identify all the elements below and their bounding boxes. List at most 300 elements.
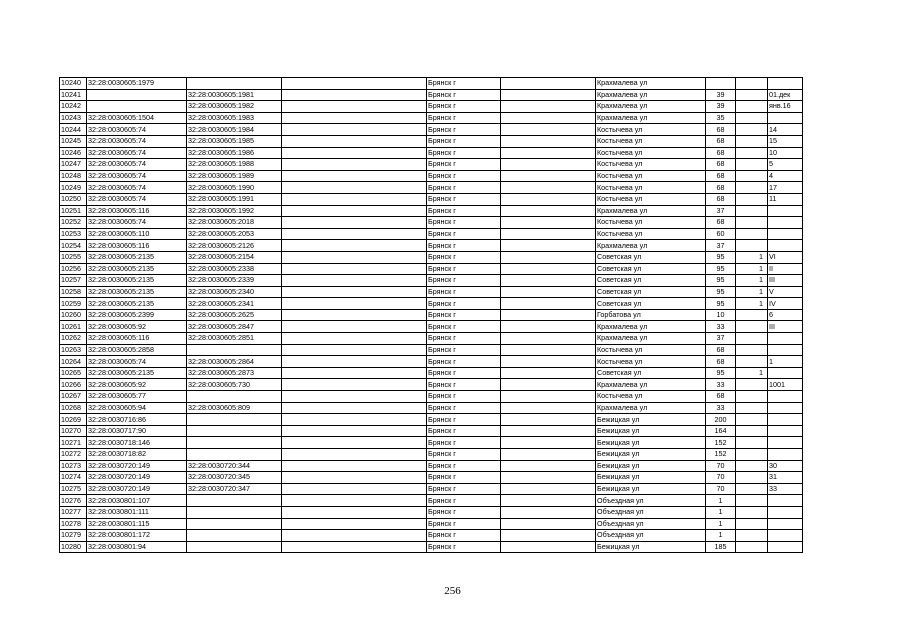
- cadastral-number-cell: 32:28:0030605:1984: [187, 124, 282, 136]
- row-id-cell: 10263: [60, 344, 87, 356]
- blank-cell: [282, 333, 427, 345]
- building-cell: [736, 124, 768, 136]
- blank-cell-2: [501, 367, 596, 379]
- row-id-cell: 10254: [60, 240, 87, 252]
- apartment-cell: [768, 449, 803, 461]
- cadastral-number-cell: 32:28:0030605:2625: [187, 309, 282, 321]
- row-id-cell: 10262: [60, 333, 87, 345]
- blank-cell-2: [501, 147, 596, 159]
- city-cell: Брянск г: [427, 356, 501, 368]
- apartment-cell: 11: [768, 193, 803, 205]
- apartment-cell: 30: [768, 460, 803, 472]
- apartment-cell: II: [768, 263, 803, 275]
- city-cell: Брянск г: [427, 321, 501, 333]
- table-row: [60, 182, 803, 194]
- parent-cadastral-number-cell: [87, 89, 187, 101]
- building-cell: [736, 228, 768, 240]
- blank-cell: [282, 518, 427, 530]
- building-cell: [736, 506, 768, 518]
- city-cell: Брянск г: [427, 541, 501, 553]
- row-id-cell: 10248: [60, 170, 87, 182]
- city-cell: Брянск г: [427, 391, 501, 403]
- city-cell: Брянск г: [427, 205, 501, 217]
- blank-cell: [282, 472, 427, 484]
- blank-cell: [282, 205, 427, 217]
- street-cell: Костычева ул: [596, 124, 706, 136]
- blank-cell-2: [501, 344, 596, 356]
- table-row: [60, 437, 803, 449]
- blank-cell: [282, 182, 427, 194]
- blank-cell-2: [501, 298, 596, 310]
- city-cell: Брянск г: [427, 309, 501, 321]
- blank-cell-2: [501, 182, 596, 194]
- building-cell: 1: [736, 367, 768, 379]
- table-row: [60, 286, 803, 298]
- row-id-cell: 10250: [60, 193, 87, 205]
- parent-cadastral-number-cell: 32:28:0030605:116: [87, 333, 187, 345]
- blank-cell: [282, 193, 427, 205]
- building-cell: [736, 89, 768, 101]
- street-cell: Советская ул: [596, 367, 706, 379]
- blank-cell: [282, 101, 427, 113]
- street-cell: Костычева ул: [596, 391, 706, 403]
- blank-cell-2: [501, 89, 596, 101]
- blank-cell: [282, 251, 427, 263]
- table-row: [60, 391, 803, 403]
- cadastral-number-cell: [187, 425, 282, 437]
- row-id-cell: 10249: [60, 182, 87, 194]
- parent-cadastral-number-cell: 32:28:0030605:2858: [87, 344, 187, 356]
- house-cell: 185: [706, 541, 736, 553]
- blank-cell: [282, 425, 427, 437]
- city-cell: Брянск г: [427, 193, 501, 205]
- blank-cell: [282, 449, 427, 461]
- cadastral-number-cell: 32:28:0030605:1990: [187, 182, 282, 194]
- row-id-cell: 10253: [60, 228, 87, 240]
- table-row: [60, 541, 803, 553]
- building-cell: [736, 240, 768, 252]
- apartment-cell: 6: [768, 309, 803, 321]
- row-id-cell: 10240: [60, 78, 87, 90]
- parent-cadastral-number-cell: 32:28:0030801:115: [87, 518, 187, 530]
- cadastral-number-cell: 32:28:0030605:1988: [187, 159, 282, 171]
- row-id-cell: 10266: [60, 379, 87, 391]
- row-id-cell: 10246: [60, 147, 87, 159]
- city-cell: Брянск г: [427, 89, 501, 101]
- building-cell: [736, 437, 768, 449]
- row-id-cell: 10245: [60, 135, 87, 147]
- city-cell: Брянск г: [427, 449, 501, 461]
- blank-cell: [282, 530, 427, 542]
- table-row: [60, 251, 803, 263]
- table-row: [60, 298, 803, 310]
- apartment-cell: 1001: [768, 379, 803, 391]
- apartment-cell: [768, 228, 803, 240]
- street-cell: Костычева ул: [596, 147, 706, 159]
- table-row: [60, 147, 803, 159]
- cadastral-number-cell: 32:28:0030605:2154: [187, 251, 282, 263]
- blank-cell: [282, 402, 427, 414]
- table-row: [60, 483, 803, 495]
- table-row: [60, 159, 803, 171]
- street-cell: Бежицкая ул: [596, 437, 706, 449]
- cadastral-number-cell: [187, 391, 282, 403]
- city-cell: Брянск г: [427, 483, 501, 495]
- house-cell: [706, 78, 736, 90]
- apartment-cell: [768, 112, 803, 124]
- cadastral-number-cell: 32:28:0030720:347: [187, 483, 282, 495]
- apartment-cell: [768, 530, 803, 542]
- row-id-cell: 10278: [60, 518, 87, 530]
- table-row: [60, 344, 803, 356]
- row-id-cell: 10279: [60, 530, 87, 542]
- cadastral-number-cell: 32:28:0030605:2338: [187, 263, 282, 275]
- apartment-cell: 10: [768, 147, 803, 159]
- blank-cell-2: [501, 228, 596, 240]
- city-cell: Брянск г: [427, 263, 501, 275]
- row-id-cell: 10269: [60, 414, 87, 426]
- parent-cadastral-number-cell: 32:28:0030605:2135: [87, 275, 187, 287]
- city-cell: Брянск г: [427, 78, 501, 90]
- table-row: [60, 495, 803, 507]
- street-cell: Бежицкая ул: [596, 414, 706, 426]
- street-cell: Крахмалева ул: [596, 112, 706, 124]
- cadastral-number-cell: 32:28:0030605:1981: [187, 89, 282, 101]
- apartment-cell: 17: [768, 182, 803, 194]
- cadastral-number-cell: 32:28:0030605:1989: [187, 170, 282, 182]
- house-cell: 68: [706, 217, 736, 229]
- house-cell: 95: [706, 298, 736, 310]
- data-table: [59, 77, 803, 553]
- cadastral-number-cell: 32:28:0030720:345: [187, 472, 282, 484]
- cadastral-number-cell: 32:28:0030605:730: [187, 379, 282, 391]
- row-id-cell: 10251: [60, 205, 87, 217]
- row-id-cell: 10275: [60, 483, 87, 495]
- street-cell: Бежицкая ул: [596, 425, 706, 437]
- building-cell: [736, 193, 768, 205]
- blank-cell: [282, 298, 427, 310]
- row-id-cell: 10257: [60, 275, 87, 287]
- building-cell: [736, 483, 768, 495]
- parent-cadastral-number-cell: 32:28:0030718:82: [87, 449, 187, 461]
- building-cell: [736, 425, 768, 437]
- building-cell: [736, 391, 768, 403]
- table-body: [60, 78, 803, 553]
- street-cell: Советская ул: [596, 298, 706, 310]
- parent-cadastral-number-cell: 32:28:0030605:74: [87, 159, 187, 171]
- city-cell: Брянск г: [427, 495, 501, 507]
- blank-cell: [282, 135, 427, 147]
- parent-cadastral-number-cell: 32:28:0030605:74: [87, 182, 187, 194]
- blank-cell-2: [501, 460, 596, 472]
- apartment-cell: [768, 402, 803, 414]
- parent-cadastral-number-cell: 32:28:0030720:149: [87, 472, 187, 484]
- house-cell: 37: [706, 240, 736, 252]
- cadastral-number-cell: [187, 449, 282, 461]
- blank-cell: [282, 437, 427, 449]
- table-row: [60, 228, 803, 240]
- blank-cell-2: [501, 263, 596, 275]
- apartment-cell: [768, 78, 803, 90]
- street-cell: Объездная ул: [596, 506, 706, 518]
- street-cell: Советская ул: [596, 263, 706, 275]
- street-cell: Костычева ул: [596, 193, 706, 205]
- blank-cell: [282, 379, 427, 391]
- blank-cell: [282, 89, 427, 101]
- apartment-cell: янв.16: [768, 101, 803, 113]
- parent-cadastral-number-cell: 32:28:0030605:74: [87, 170, 187, 182]
- house-cell: 33: [706, 321, 736, 333]
- apartment-cell: III: [768, 321, 803, 333]
- cadastral-number-cell: 32:28:0030605:2847: [187, 321, 282, 333]
- table-row: [60, 240, 803, 252]
- blank-cell: [282, 483, 427, 495]
- street-cell: Бежицкая ул: [596, 483, 706, 495]
- parent-cadastral-number-cell: 32:28:0030801:172: [87, 530, 187, 542]
- building-cell: [736, 147, 768, 159]
- cadastral-number-cell: 32:28:0030605:2340: [187, 286, 282, 298]
- building-cell: [736, 170, 768, 182]
- parent-cadastral-number-cell: 32:28:0030605:2135: [87, 298, 187, 310]
- blank-cell: [282, 414, 427, 426]
- blank-cell: [282, 240, 427, 252]
- street-cell: Крахмалева ул: [596, 205, 706, 217]
- house-cell: 95: [706, 286, 736, 298]
- building-cell: [736, 530, 768, 542]
- city-cell: Брянск г: [427, 112, 501, 124]
- blank-cell-2: [501, 309, 596, 321]
- blank-cell-2: [501, 472, 596, 484]
- house-cell: 33: [706, 379, 736, 391]
- parent-cadastral-number-cell: 32:28:0030716:86: [87, 414, 187, 426]
- table-row: [60, 78, 803, 90]
- house-cell: 68: [706, 344, 736, 356]
- blank-cell-2: [501, 425, 596, 437]
- house-cell: 37: [706, 333, 736, 345]
- apartment-cell: [768, 344, 803, 356]
- city-cell: Брянск г: [427, 159, 501, 171]
- cadastral-number-cell: 32:28:0030605:2341: [187, 298, 282, 310]
- blank-cell-2: [501, 78, 596, 90]
- blank-cell-2: [501, 205, 596, 217]
- apartment-cell: [768, 506, 803, 518]
- parent-cadastral-number-cell: 32:28:0030605:2135: [87, 367, 187, 379]
- street-cell: Объездная ул: [596, 530, 706, 542]
- apartment-cell: [768, 495, 803, 507]
- city-cell: Брянск г: [427, 472, 501, 484]
- table-row: [60, 530, 803, 542]
- apartment-cell: 33: [768, 483, 803, 495]
- street-cell: Костычева ул: [596, 135, 706, 147]
- building-cell: [736, 449, 768, 461]
- apartment-cell: 01.дек: [768, 89, 803, 101]
- apartment-cell: [768, 391, 803, 403]
- cadastral-number-cell: 32:28:0030605:2873: [187, 367, 282, 379]
- apartment-cell: [768, 518, 803, 530]
- blank-cell-2: [501, 518, 596, 530]
- blank-cell-2: [501, 541, 596, 553]
- blank-cell: [282, 460, 427, 472]
- cadastral-number-cell: 32:28:0030605:2339: [187, 275, 282, 287]
- blank-cell: [282, 344, 427, 356]
- apartment-cell: [768, 333, 803, 345]
- street-cell: Горбатова ул: [596, 309, 706, 321]
- building-cell: [736, 159, 768, 171]
- city-cell: Брянск г: [427, 286, 501, 298]
- row-id-cell: 10243: [60, 112, 87, 124]
- table-row: [60, 135, 803, 147]
- street-cell: Костычева ул: [596, 217, 706, 229]
- parent-cadastral-number-cell: 32:28:0030717:90: [87, 425, 187, 437]
- street-cell: Советская ул: [596, 286, 706, 298]
- table-row: [60, 321, 803, 333]
- building-cell: [736, 182, 768, 194]
- table-row: [60, 379, 803, 391]
- house-cell: 70: [706, 472, 736, 484]
- building-cell: [736, 101, 768, 113]
- building-cell: [736, 472, 768, 484]
- blank-cell: [282, 286, 427, 298]
- apartment-cell: V: [768, 286, 803, 298]
- row-id-cell: 10274: [60, 472, 87, 484]
- table-row: [60, 333, 803, 345]
- cadastral-number-cell: 32:28:0030605:809: [187, 402, 282, 414]
- building-cell: 1: [736, 251, 768, 263]
- house-cell: 68: [706, 193, 736, 205]
- house-cell: 95: [706, 275, 736, 287]
- table-row: [60, 356, 803, 368]
- apartment-cell: 31: [768, 472, 803, 484]
- table-row: [60, 275, 803, 287]
- blank-cell-2: [501, 506, 596, 518]
- city-cell: Брянск г: [427, 367, 501, 379]
- street-cell: Бежицкая ул: [596, 449, 706, 461]
- street-cell: Крахмалева ул: [596, 379, 706, 391]
- house-cell: 39: [706, 89, 736, 101]
- city-cell: Брянск г: [427, 101, 501, 113]
- row-id-cell: 10252: [60, 217, 87, 229]
- row-id-cell: 10264: [60, 356, 87, 368]
- city-cell: Брянск г: [427, 124, 501, 136]
- street-cell: Объездная ул: [596, 495, 706, 507]
- street-cell: Бежицкая ул: [596, 472, 706, 484]
- apartment-cell: 5: [768, 159, 803, 171]
- blank-cell: [282, 159, 427, 171]
- blank-cell: [282, 356, 427, 368]
- table-row: [60, 414, 803, 426]
- city-cell: Брянск г: [427, 298, 501, 310]
- building-cell: 1: [736, 263, 768, 275]
- apartment-cell: [768, 217, 803, 229]
- blank-cell-2: [501, 449, 596, 461]
- blank-cell-2: [501, 170, 596, 182]
- house-cell: 68: [706, 182, 736, 194]
- row-id-cell: 10280: [60, 541, 87, 553]
- apartment-cell: 4: [768, 170, 803, 182]
- row-id-cell: 10267: [60, 391, 87, 403]
- city-cell: Брянск г: [427, 275, 501, 287]
- city-cell: Брянск г: [427, 170, 501, 182]
- parent-cadastral-number-cell: 32:28:0030605:116: [87, 205, 187, 217]
- table-row: [60, 460, 803, 472]
- row-id-cell: 10265: [60, 367, 87, 379]
- street-cell: Крахмалева ул: [596, 333, 706, 345]
- table-row: [60, 472, 803, 484]
- parent-cadastral-number-cell: 32:28:0030605:74: [87, 217, 187, 229]
- cadastral-number-cell: 32:28:0030605:1986: [187, 147, 282, 159]
- street-cell: Крахмалева ул: [596, 101, 706, 113]
- cadastral-number-cell: 32:28:0030605:2126: [187, 240, 282, 252]
- house-cell: 95: [706, 367, 736, 379]
- house-cell: 152: [706, 449, 736, 461]
- street-cell: Костычева ул: [596, 159, 706, 171]
- cadastral-number-cell: 32:28:0030605:1985: [187, 135, 282, 147]
- blank-cell: [282, 391, 427, 403]
- row-id-cell: 10276: [60, 495, 87, 507]
- row-id-cell: 10273: [60, 460, 87, 472]
- blank-cell-2: [501, 240, 596, 252]
- table-row: [60, 263, 803, 275]
- parent-cadastral-number-cell: 32:28:0030605:110: [87, 228, 187, 240]
- blank-cell-2: [501, 356, 596, 368]
- street-cell: Крахмалева ул: [596, 78, 706, 90]
- parent-cadastral-number-cell: 32:28:0030605:1979: [87, 78, 187, 90]
- house-cell: 70: [706, 483, 736, 495]
- blank-cell: [282, 124, 427, 136]
- street-cell: Крахмалева ул: [596, 402, 706, 414]
- building-cell: [736, 321, 768, 333]
- street-cell: Бежицкая ул: [596, 460, 706, 472]
- row-id-cell: 10270: [60, 425, 87, 437]
- building-cell: [736, 518, 768, 530]
- house-cell: 95: [706, 251, 736, 263]
- city-cell: Брянск г: [427, 437, 501, 449]
- house-cell: 60: [706, 228, 736, 240]
- blank-cell-2: [501, 101, 596, 113]
- street-cell: Крахмалева ул: [596, 321, 706, 333]
- cadastral-number-cell: 32:28:0030605:1991: [187, 193, 282, 205]
- apartment-cell: III: [768, 275, 803, 287]
- parent-cadastral-number-cell: 32:28:0030605:1504: [87, 112, 187, 124]
- blank-cell-2: [501, 275, 596, 287]
- house-cell: 164: [706, 425, 736, 437]
- cadastral-number-cell: [187, 541, 282, 553]
- building-cell: [736, 78, 768, 90]
- parent-cadastral-number-cell: 32:28:0030801:94: [87, 541, 187, 553]
- table-row: [60, 124, 803, 136]
- house-cell: 68: [706, 170, 736, 182]
- blank-cell: [282, 541, 427, 553]
- row-id-cell: 10277: [60, 506, 87, 518]
- cadastral-number-cell: 32:28:0030720:344: [187, 460, 282, 472]
- city-cell: Брянск г: [427, 379, 501, 391]
- building-cell: 1: [736, 286, 768, 298]
- cadastral-number-cell: 32:28:0030605:2053: [187, 228, 282, 240]
- blank-cell-2: [501, 251, 596, 263]
- building-cell: [736, 344, 768, 356]
- blank-cell: [282, 321, 427, 333]
- table-row: [60, 402, 803, 414]
- blank-cell: [282, 495, 427, 507]
- parent-cadastral-number-cell: 32:28:0030605:2135: [87, 263, 187, 275]
- apartment-cell: [768, 205, 803, 217]
- building-cell: [736, 379, 768, 391]
- cadastral-number-cell: 32:28:0030605:1983: [187, 112, 282, 124]
- row-id-cell: 10241: [60, 89, 87, 101]
- apartment-cell: 1: [768, 356, 803, 368]
- city-cell: Брянск г: [427, 240, 501, 252]
- house-cell: 1: [706, 530, 736, 542]
